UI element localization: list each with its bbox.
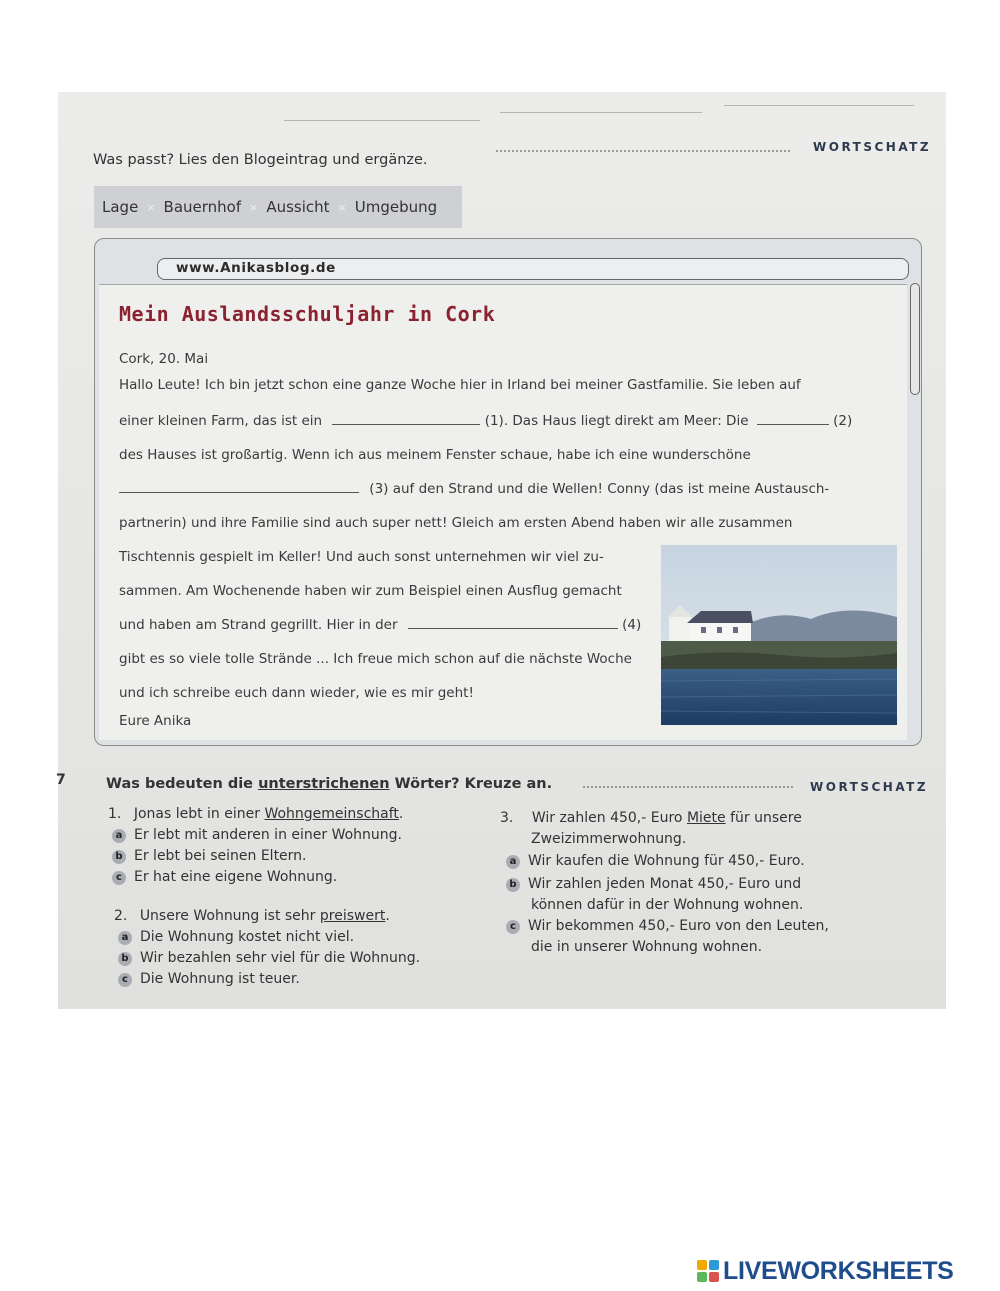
question-keyword: Miete bbox=[686, 810, 726, 826]
liveworksheets-logo bbox=[697, 1257, 954, 1285]
coast-photo bbox=[661, 545, 897, 725]
blog-date: Cork, 20. Mai bbox=[119, 351, 209, 367]
blog-line: des Hauses ist großartig. Wenn ich aus meinem Fenster schaue, habe ich eine wunderschöne bbox=[119, 447, 751, 463]
question-text: . bbox=[385, 908, 390, 924]
gap-blank-4[interactable] bbox=[408, 617, 618, 629]
option-letter[interactable]: b bbox=[506, 878, 520, 892]
section-label-wortschatz: WORTSCHATZ bbox=[810, 780, 929, 794]
question-text: Jonas lebt in einer bbox=[133, 806, 260, 822]
answer-option[interactable] bbox=[112, 827, 402, 843]
option-letter[interactable]: c bbox=[506, 920, 520, 934]
question-2 bbox=[114, 908, 390, 924]
gap-number: (2) bbox=[833, 413, 853, 429]
answer-option[interactable] bbox=[112, 848, 307, 864]
question-text: Wir zahlen 450,- Euro bbox=[531, 810, 683, 826]
gap-blank-1[interactable] bbox=[332, 413, 480, 425]
blog-text: einer kleinen Farm, das ist ein bbox=[119, 413, 323, 429]
option-letter[interactable]: b bbox=[112, 850, 126, 864]
dotted-leader bbox=[583, 786, 793, 788]
blog-signature: Eure Anika bbox=[119, 713, 192, 729]
logo-icon bbox=[697, 1260, 719, 1282]
blog-line bbox=[119, 413, 852, 429]
blog-text: auf den Strand und die Wellen! Conny (das ist meine Austausch- bbox=[392, 481, 830, 497]
blog-line: Hallo Leute! Ich bin jetzt schon eine ganze Woche hier in Irland bei meiner Gastfamilie. Sie leben auf bbox=[119, 377, 801, 393]
header-rule bbox=[724, 105, 914, 106]
answer-option[interactable] bbox=[118, 971, 300, 987]
logo-square bbox=[697, 1260, 707, 1270]
url-bar: www.Anikasblog.de bbox=[157, 258, 909, 280]
task2-title bbox=[106, 776, 552, 792]
logo-square bbox=[697, 1272, 707, 1282]
header-rule bbox=[500, 112, 702, 113]
answer-option[interactable] bbox=[506, 853, 805, 869]
option-text: Er lebt mit anderen in einer Wohnung. bbox=[134, 827, 403, 843]
option-text: Wir zahlen jeden Monat 450,- Euro und bbox=[528, 876, 802, 892]
question-3 bbox=[500, 810, 802, 826]
section-label-wortschatz: WORTSCHATZ bbox=[813, 140, 932, 154]
blog-line: Tischtennis gespielt im Keller! Und auch sonst unternehmen wir viel zu- bbox=[119, 549, 604, 565]
answer-option[interactable] bbox=[506, 876, 801, 892]
gap-number: (3) bbox=[369, 481, 389, 497]
task1-title: Was passt? Lies den Blogeintrag und ergänze. bbox=[93, 152, 428, 168]
blog-text: und haben am Strand gegrillt. Hier in der bbox=[119, 617, 398, 633]
option-letter[interactable]: c bbox=[118, 973, 132, 987]
blog-line bbox=[119, 481, 829, 497]
option-letter[interactable]: a bbox=[112, 829, 126, 843]
option-letter[interactable]: a bbox=[118, 931, 132, 945]
question-text: Unsere Wohnung ist sehr bbox=[139, 908, 316, 924]
option-letter[interactable]: c bbox=[112, 871, 126, 885]
word-separator: × bbox=[249, 200, 259, 214]
answer-option[interactable] bbox=[118, 929, 354, 945]
blog-line: und ich schreibe euch dann wieder, wie es mir geht! bbox=[119, 685, 474, 701]
gap-blank-3[interactable] bbox=[119, 481, 359, 493]
blog-content bbox=[99, 284, 907, 740]
question-text-continued: Zweizimmerwohnung. bbox=[531, 831, 687, 847]
option-text: Wir bekommen 450,- Euro von den Leuten, bbox=[528, 918, 829, 934]
blog-title: Mein Auslandsschuljahr in Cork bbox=[119, 302, 496, 326]
question-number: 1. bbox=[108, 806, 122, 822]
word-bank-item[interactable]: Aussicht bbox=[266, 198, 330, 216]
blog-line bbox=[119, 617, 641, 633]
brand-name: LIVEWORKSHEETS bbox=[723, 1256, 954, 1285]
question-keyword: Wohngemeinschaft bbox=[264, 806, 399, 822]
word-bank-item[interactable]: Umgebung bbox=[354, 198, 438, 216]
option-text: Er hat eine eigene Wohnung. bbox=[134, 869, 338, 885]
blog-line: sammen. Am Wochenende haben wir zum Beispiel einen Ausflug gemacht bbox=[119, 583, 622, 599]
answer-option[interactable] bbox=[112, 869, 337, 885]
task2-title-underlined: unterstrichenen bbox=[258, 776, 390, 792]
option-text: Wir kaufen die Wohnung für 450,- Euro. bbox=[528, 853, 805, 869]
task2-title-text: Wörter? Kreuze an. bbox=[394, 776, 553, 792]
header-rule bbox=[284, 120, 480, 121]
answer-option[interactable] bbox=[118, 950, 420, 966]
blog-browser-frame bbox=[94, 238, 922, 746]
blog-text: . Das Haus liegt direkt am Meer: Die bbox=[503, 413, 749, 429]
option-text-continued: die in unserer Wohnung wohnen. bbox=[531, 939, 763, 955]
option-text: Die Wohnung kostet nicht viel. bbox=[140, 929, 355, 945]
question-text: für unsere bbox=[730, 810, 802, 826]
word-bank-item[interactable]: Bauernhof bbox=[163, 198, 242, 216]
option-text: Die Wohnung ist teuer. bbox=[140, 971, 300, 987]
logo-square bbox=[709, 1260, 719, 1270]
gap-number: (4) bbox=[622, 617, 642, 633]
word-separator: × bbox=[146, 200, 156, 214]
blog-line: partnerin) und ihre Familie sind auch super nett! Gleich am ersten Abend haben wir alle zusammen bbox=[119, 515, 793, 531]
question-number: 2. bbox=[114, 908, 128, 924]
question-keyword: preiswert bbox=[319, 908, 386, 924]
exercise-number: 7 bbox=[56, 772, 66, 788]
gap-blank-2[interactable] bbox=[757, 413, 829, 425]
option-letter[interactable]: a bbox=[506, 855, 520, 869]
word-bank-item[interactable]: Lage bbox=[102, 198, 139, 216]
answer-option[interactable] bbox=[506, 918, 829, 934]
word-separator: × bbox=[337, 200, 347, 214]
word-bank bbox=[94, 186, 462, 228]
option-letter[interactable]: b bbox=[118, 952, 132, 966]
question-text: . bbox=[398, 806, 404, 822]
dotted-leader bbox=[496, 150, 790, 152]
task2-title-text: Was bedeuten die bbox=[106, 776, 254, 792]
question-1 bbox=[108, 806, 403, 822]
question-number: 3. bbox=[500, 810, 514, 826]
gap-number: (1) bbox=[484, 413, 504, 429]
scrollbar bbox=[910, 283, 920, 395]
blog-line: gibt es so viele tolle Strände ... Ich freue mich schon auf die nächste Woche bbox=[119, 651, 632, 667]
option-text: Er lebt bei seinen Eltern. bbox=[134, 848, 307, 864]
option-text: Wir bezahlen sehr viel für die Wohnung. bbox=[140, 950, 421, 966]
option-text-continued: können dafür in der Wohnung wohnen. bbox=[531, 897, 804, 913]
logo-square bbox=[709, 1272, 719, 1282]
